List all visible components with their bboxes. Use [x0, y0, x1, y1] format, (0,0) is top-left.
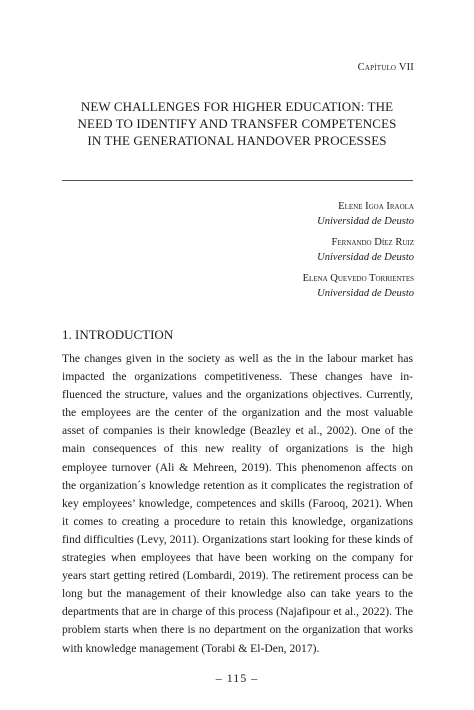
author-name: Fernando Díez Ruiz — [331, 237, 414, 248]
section-heading: 1. INTRODUCTION — [62, 327, 174, 342]
chapter-label: Capítulo VII — [357, 62, 414, 73]
author-name: Elena Quevedo Torrientes — [302, 273, 414, 284]
body-paragraph: The changes given in the society as well as the in the labour market has impacted the organizations competitiveness. These changes have influenced the structure, values and the organizations objectives. Currently, the employees are the center of the organization and the most valuable asset of companies is their knowledge (Beazley et al., 2002). One of the main consequences of this new reality of organizations is the high employee turnover (Ali & Mehreen, 2019). This phenomenon affects on the organization´s knowledge retention as it complicates the registration of key employees’ knowledge, competences and skills (Farooq, 2021). When it comes to creating a procedure to retain this knowledge, organizations find difficulties (Levy, 2011). Organizations start looking for these kinds of strategies when employees that have been working on the company for years start getting retired (Lombardi, 2019). The retirement process can be long but the management of their knowledge also can take years to the departments that are in charge of this process (Najafipour et al., 2022). The problem starts when there is no department on the organization that works with knowledge management (Torabi & El-Den, 2017). — [62, 352, 413, 655]
author-list — [303, 200, 414, 308]
title-line-1: NEW CHALLENGES FOR HIGHER EDUCATION: THE — [80, 99, 394, 114]
author-affiliation: Universidad de Deusto — [317, 215, 414, 227]
author-affiliation: Universidad de Deusto — [317, 251, 414, 263]
author-entry — [303, 236, 414, 265]
author-affiliation: Universidad de Deusto — [317, 287, 414, 299]
title-line-2: NEED TO IDENTIFY AND TRANSFER COMPETENCES — [77, 116, 397, 131]
author-entry — [303, 272, 414, 301]
chapter-title — [40, 98, 434, 149]
author-entry — [303, 200, 414, 229]
title-divider — [62, 180, 413, 181]
title-line-3: IN THE GENERATIONAL HANDOVER PROCESSES — [87, 133, 387, 148]
author-name: Elene Igoa Iraola — [338, 201, 414, 212]
page-number: – 115 – — [215, 671, 259, 685]
